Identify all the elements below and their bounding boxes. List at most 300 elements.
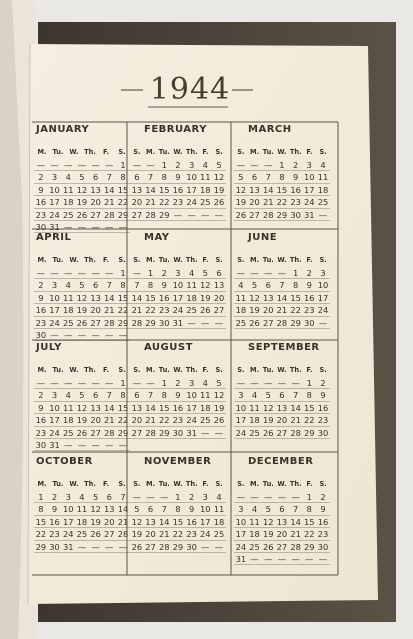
- day-cell: 6: [102, 491, 116, 503]
- day-cell: —: [261, 491, 275, 503]
- day-cell: 14: [117, 504, 129, 515]
- day-cell: 12: [90, 504, 101, 515]
- day-cell: 27: [249, 209, 260, 220]
- day-cell: 5: [75, 389, 89, 401]
- day-cell: —: [316, 209, 330, 221]
- month-days-september: [234, 377, 330, 439]
- day-cell: —: [212, 427, 226, 439]
- day-cell: 17: [304, 184, 315, 195]
- day-cell: 12: [262, 516, 274, 527]
- day-cell: 11: [200, 390, 211, 401]
- day-header: Tu.: [158, 480, 170, 488]
- month-name-december: DECEMBER: [248, 456, 314, 467]
- day-cell: 7: [102, 279, 116, 291]
- day-cell: 25: [317, 197, 329, 208]
- day-header: S.: [237, 480, 245, 488]
- day-cell: 19: [249, 305, 260, 316]
- month-days-november: [130, 491, 226, 553]
- day-cell: —: [248, 553, 262, 565]
- day-cell: —: [185, 209, 199, 221]
- day-cell: —: [75, 221, 89, 233]
- day-header: F.: [306, 480, 313, 488]
- day-cell: 21: [276, 305, 288, 316]
- day-cell: 31: [49, 439, 60, 450]
- day-cell: 7: [157, 503, 171, 515]
- day-cell: 23: [317, 529, 329, 540]
- day-cell: 16: [35, 415, 47, 426]
- day-cell: 15: [117, 184, 129, 195]
- day-header: S.: [237, 148, 245, 156]
- day-cell: 11: [235, 292, 247, 303]
- day-cell: —: [34, 159, 48, 171]
- day-cell: —: [234, 267, 248, 279]
- day-cell: 8: [302, 503, 316, 515]
- day-cell: —: [261, 267, 275, 279]
- day-header: Tu.: [262, 480, 274, 488]
- day-cell: 17: [49, 305, 60, 316]
- day-cell: 30: [317, 541, 329, 552]
- day-header: M.: [37, 480, 47, 488]
- day-cell: 10: [172, 280, 184, 291]
- day-cell: —: [89, 267, 103, 279]
- month-name-september: SEPTEMBER: [248, 342, 320, 353]
- day-cell: 27: [276, 427, 288, 438]
- day-cell: 6: [89, 279, 103, 291]
- day-cell: 24: [317, 305, 329, 316]
- day-cell: 15: [304, 402, 315, 413]
- month-name-may: MAY: [144, 232, 170, 243]
- day-cell: 8: [171, 503, 185, 515]
- month-name-july: JULY: [36, 342, 62, 353]
- day-cell: —: [61, 159, 75, 171]
- day-cell: —: [116, 541, 130, 553]
- day-cell: 1: [34, 491, 48, 503]
- day-cell: —: [130, 267, 144, 279]
- day-cell: 23: [35, 209, 47, 220]
- day-header: Tu.: [262, 366, 274, 374]
- day-cell: —: [302, 553, 316, 565]
- day-cell: 9: [171, 171, 185, 183]
- day-cell: 28: [158, 541, 170, 552]
- day-cell: —: [102, 329, 116, 341]
- day-cell: 16: [49, 516, 60, 527]
- day-cell: —: [171, 209, 185, 221]
- day-header: S.: [118, 148, 126, 156]
- day-cell: 17: [186, 402, 197, 413]
- day-cell: 25: [76, 529, 88, 540]
- day-cell: 7: [144, 171, 158, 183]
- day-header: S.: [319, 480, 327, 488]
- day-header: Th.: [84, 148, 96, 156]
- day-cell: 30: [35, 439, 47, 450]
- day-header: M.: [37, 366, 47, 374]
- day-cell: 22: [304, 529, 315, 540]
- day-cell: 27: [90, 427, 101, 438]
- day-cell: 18: [62, 305, 74, 316]
- day-cell: 2: [171, 377, 185, 389]
- day-cell: —: [316, 317, 330, 329]
- day-cell: 5: [198, 267, 212, 279]
- day-cell: 11: [186, 280, 197, 291]
- day-cell: 25: [200, 415, 211, 426]
- day-cell: 11: [249, 516, 260, 527]
- day-cell: 2: [316, 377, 330, 389]
- day-cell: 9: [157, 279, 171, 291]
- day-cell: 3: [61, 491, 75, 503]
- day-cell: —: [198, 209, 212, 221]
- day-header: W.: [173, 148, 183, 156]
- day-header-row: [130, 366, 226, 374]
- day-cell: 25: [62, 427, 74, 438]
- day-header-row: [34, 148, 130, 156]
- day-cell: 29: [158, 427, 170, 438]
- day-cell: 31: [235, 553, 247, 564]
- day-header: Th.: [289, 480, 302, 488]
- day-cell: —: [248, 267, 262, 279]
- day-cell: 16: [158, 292, 170, 303]
- day-cell: 18: [62, 415, 74, 426]
- day-cell: 29: [117, 317, 129, 328]
- day-cell: 22: [158, 415, 170, 426]
- day-cell: 6: [275, 503, 289, 515]
- day-cell: —: [89, 377, 103, 389]
- day-cell: 7: [275, 279, 289, 291]
- day-cell: —: [212, 209, 226, 221]
- day-header-row: [34, 480, 130, 488]
- day-cell: 14: [145, 402, 156, 413]
- day-cell: 2: [34, 171, 48, 183]
- day-cell: —: [157, 491, 171, 503]
- day-cell: —: [198, 541, 212, 553]
- day-cell: —: [116, 221, 130, 233]
- day-cell: 20: [90, 305, 101, 316]
- day-cell: 18: [200, 184, 211, 195]
- day-cell: 15: [290, 292, 301, 303]
- day-cell: 10: [317, 280, 329, 291]
- day-cell: 19: [262, 529, 274, 540]
- day-cell: —: [61, 439, 75, 451]
- month-days-march: [234, 159, 330, 221]
- day-cell: 15: [35, 516, 47, 527]
- day-cell: 23: [35, 427, 47, 438]
- month-days-june: [234, 267, 330, 329]
- day-cell: 20: [131, 415, 143, 426]
- day-header: S.: [237, 256, 245, 264]
- day-cell: 24: [172, 305, 184, 316]
- day-cell: —: [261, 553, 275, 565]
- day-cell: —: [34, 267, 48, 279]
- day-cell: 31: [62, 541, 74, 552]
- day-header: S.: [237, 366, 245, 374]
- day-cell: 5: [261, 503, 275, 515]
- day-cell: 2: [34, 389, 48, 401]
- day-cell: 12: [200, 280, 211, 291]
- day-cell: 30: [49, 541, 60, 552]
- day-cell: 13: [90, 184, 101, 195]
- day-cell: 19: [235, 197, 247, 208]
- month-name-june: JUNE: [248, 232, 278, 243]
- day-header: W.: [173, 366, 183, 374]
- day-cell: 8: [275, 171, 289, 183]
- day-header: F.: [202, 366, 209, 374]
- day-cell: 14: [145, 184, 156, 195]
- day-cell: 11: [76, 504, 88, 515]
- day-cell: 21: [290, 529, 301, 540]
- day-cell: 5: [212, 377, 226, 389]
- day-cell: 19: [131, 529, 143, 540]
- day-header: W.: [69, 256, 79, 264]
- day-cell: 29: [276, 209, 288, 220]
- day-cell: —: [75, 541, 89, 553]
- day-cell: 28: [145, 427, 156, 438]
- day-header: Th.: [84, 256, 96, 264]
- day-cell: —: [48, 267, 62, 279]
- day-header: Tu.: [158, 256, 170, 264]
- day-cell: 3: [171, 267, 185, 279]
- day-cell: 14: [262, 184, 274, 195]
- day-cell: 8: [116, 389, 130, 401]
- day-cell: 10: [235, 402, 247, 413]
- day-cell: 22: [290, 305, 301, 316]
- day-cell: 26: [213, 415, 225, 426]
- day-cell: 1: [157, 159, 171, 171]
- day-header-row: [234, 480, 330, 488]
- day-cell: 5: [130, 503, 144, 515]
- day-cell: 9: [302, 279, 316, 291]
- day-header: M.: [250, 256, 260, 264]
- day-header: Tu.: [52, 366, 64, 374]
- day-cell: 29: [290, 317, 301, 328]
- day-cell: 31: [186, 427, 197, 438]
- day-cell: 20: [90, 415, 101, 426]
- day-cell: —: [261, 159, 275, 171]
- day-cell: 29: [117, 427, 129, 438]
- day-cell: 3: [185, 159, 199, 171]
- day-cell: 13: [276, 516, 288, 527]
- day-header: W.: [69, 366, 79, 374]
- day-cell: 23: [172, 197, 184, 208]
- day-cell: 4: [61, 279, 75, 291]
- day-cell: —: [75, 329, 89, 341]
- day-cell: 16: [186, 516, 197, 527]
- day-cell: 2: [316, 491, 330, 503]
- day-cell: 27: [276, 541, 288, 552]
- day-cell: 20: [213, 292, 225, 303]
- day-cell: 12: [249, 292, 260, 303]
- day-cell: 18: [62, 197, 74, 208]
- day-cell: 23: [186, 529, 197, 540]
- day-cell: 15: [304, 516, 315, 527]
- day-cell: 7: [116, 491, 130, 503]
- day-cell: 13: [213, 280, 225, 291]
- day-cell: 9: [289, 171, 303, 183]
- day-cell: 17: [62, 516, 74, 527]
- day-cell: 24: [200, 529, 211, 540]
- day-cell: 11: [200, 172, 211, 183]
- day-cell: 26: [76, 427, 88, 438]
- day-cell: 8: [157, 171, 171, 183]
- day-header: F.: [306, 148, 313, 156]
- day-cell: 1: [116, 159, 130, 171]
- day-cell: 23: [290, 197, 301, 208]
- day-cell: 10: [186, 390, 197, 401]
- day-header: M.: [146, 256, 156, 264]
- day-cell: —: [234, 159, 248, 171]
- day-header: Th.: [185, 480, 198, 488]
- day-header: F.: [202, 480, 209, 488]
- day-cell: —: [212, 317, 226, 329]
- day-cell: 6: [144, 503, 158, 515]
- day-cell: 3: [234, 389, 248, 401]
- day-cell: —: [48, 159, 62, 171]
- day-cell: 11: [249, 402, 260, 413]
- day-cell: 26: [76, 209, 88, 220]
- day-cell: 30: [317, 427, 329, 438]
- day-header: F.: [202, 148, 209, 156]
- day-cell: 10: [304, 172, 315, 183]
- day-cell: 3: [48, 389, 62, 401]
- day-cell: 14: [290, 402, 301, 413]
- day-header: Th.: [84, 480, 96, 488]
- day-cell: 3: [316, 267, 330, 279]
- day-cell: 5: [89, 491, 103, 503]
- day-header: S.: [319, 256, 327, 264]
- day-cell: —: [34, 377, 48, 389]
- day-cell: 9: [34, 402, 48, 414]
- day-cell: 28: [104, 427, 115, 438]
- day-cell: 30: [158, 317, 170, 328]
- day-cell: 27: [213, 305, 225, 316]
- day-cell: 16: [35, 305, 47, 316]
- day-cell: —: [116, 439, 130, 451]
- day-cell: 10: [49, 184, 60, 195]
- day-header-row: [130, 480, 226, 488]
- day-cell: 7: [289, 503, 303, 515]
- day-cell: 6: [248, 171, 262, 183]
- day-header: Tu.: [158, 148, 170, 156]
- day-cell: 2: [185, 491, 199, 503]
- day-header: Th.: [289, 366, 302, 374]
- day-cell: 18: [213, 516, 225, 527]
- day-cell: 28: [276, 317, 288, 328]
- month-days-october: [34, 491, 130, 553]
- day-cell: 10: [235, 516, 247, 527]
- day-cell: 22: [117, 415, 129, 426]
- day-cell: —: [144, 377, 158, 389]
- day-header: W.: [277, 366, 287, 374]
- day-header: S.: [133, 148, 141, 156]
- day-cell: 20: [262, 305, 274, 316]
- day-cell: 21: [158, 529, 170, 540]
- day-cell: 17: [235, 415, 247, 426]
- day-cell: —: [102, 221, 116, 233]
- day-cell: 27: [90, 317, 101, 328]
- day-cell: 9: [34, 292, 48, 304]
- day-cell: —: [198, 317, 212, 329]
- day-cell: 26: [90, 529, 101, 540]
- day-cell: 17: [172, 292, 184, 303]
- day-cell: 17: [186, 184, 197, 195]
- day-cell: 15: [117, 292, 129, 303]
- day-cell: 19: [76, 415, 88, 426]
- day-cell: 29: [145, 317, 156, 328]
- day-cell: 21: [104, 305, 115, 316]
- day-cell: 8: [157, 389, 171, 401]
- day-cell: 12: [131, 516, 143, 527]
- day-cell: 13: [276, 402, 288, 413]
- day-cell: —: [248, 159, 262, 171]
- day-cell: 9: [48, 503, 62, 515]
- day-header: F.: [202, 256, 209, 264]
- day-cell: —: [116, 329, 130, 341]
- day-header: M.: [37, 256, 47, 264]
- day-cell: 19: [262, 415, 274, 426]
- day-cell: 28: [145, 209, 156, 220]
- day-header: Th.: [185, 148, 198, 156]
- day-cell: 3: [185, 377, 199, 389]
- day-cell: 13: [131, 184, 143, 195]
- day-cell: 25: [213, 529, 225, 540]
- day-cell: —: [61, 221, 75, 233]
- month-days-april: [34, 267, 130, 341]
- day-cell: 26: [213, 197, 225, 208]
- day-cell: 2: [289, 159, 303, 171]
- day-cell: —: [89, 541, 103, 553]
- day-cell: 14: [104, 292, 115, 303]
- day-cell: 1: [289, 267, 303, 279]
- day-cell: 4: [248, 389, 262, 401]
- day-cell: —: [234, 377, 248, 389]
- day-cell: 29: [172, 541, 184, 552]
- month-name-august: AUGUST: [144, 342, 193, 353]
- day-cell: 26: [262, 427, 274, 438]
- day-cell: 5: [212, 159, 226, 171]
- day-cell: —: [316, 553, 330, 565]
- day-cell: —: [89, 439, 103, 451]
- day-cell: 4: [198, 377, 212, 389]
- day-cell: 28: [290, 541, 301, 552]
- day-cell: 21: [104, 415, 115, 426]
- day-cell: 6: [89, 389, 103, 401]
- day-header: M.: [250, 366, 260, 374]
- day-cell: 1: [302, 491, 316, 503]
- day-cell: 23: [35, 317, 47, 328]
- day-header: W.: [173, 256, 183, 264]
- day-cell: 14: [158, 516, 170, 527]
- day-cell: 23: [317, 415, 329, 426]
- day-cell: 14: [290, 516, 301, 527]
- day-cell: —: [289, 553, 303, 565]
- day-cell: 28: [262, 209, 274, 220]
- day-cell: —: [261, 377, 275, 389]
- day-cell: —: [212, 541, 226, 553]
- day-cell: 20: [90, 197, 101, 208]
- day-cell: 3: [302, 159, 316, 171]
- day-cell: 7: [130, 279, 144, 291]
- day-cell: 12: [235, 184, 247, 195]
- day-cell: 6: [130, 389, 144, 401]
- day-cell: 24: [62, 529, 74, 540]
- day-cell: 30: [186, 541, 197, 552]
- day-cell: 13: [90, 402, 101, 413]
- day-cell: 18: [76, 516, 88, 527]
- day-cell: 1: [116, 377, 130, 389]
- day-cell: 16: [304, 292, 315, 303]
- day-cell: 16: [317, 516, 329, 527]
- day-cell: 2: [157, 267, 171, 279]
- day-cell: 14: [104, 184, 115, 195]
- day-header: S.: [133, 480, 141, 488]
